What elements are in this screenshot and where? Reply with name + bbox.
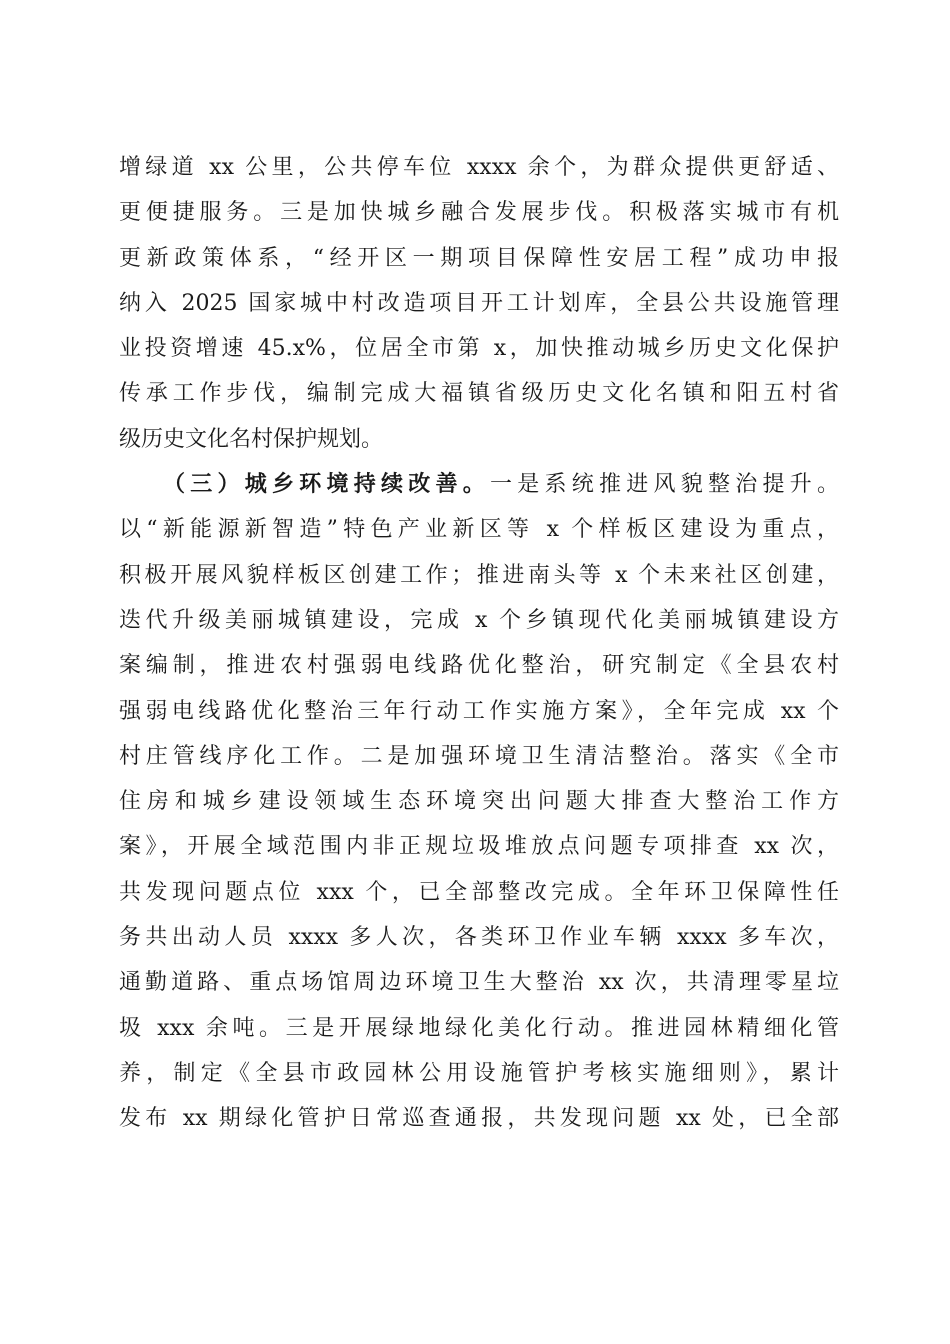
- body-text: [119, 145, 839, 1142]
- text-line: 通勤道路、重点场馆周边环境卫生大整治 xx 次，共清理零星垃: [119, 970, 839, 996]
- section-first-line: [119, 462, 839, 507]
- section-heading: （三）城乡环境持续改善。: [163, 471, 490, 498]
- section-first-line-text: 一是系统推进风貌整治提升。: [490, 472, 839, 498]
- text-line: 增绿道 xx 公里，公共停车位 xxxx 余个，为群众提供更舒适、: [119, 155, 839, 180]
- text-line: 养，制定《全县市政园林公用设施管护考核实施细则》，累计: [119, 1060, 839, 1086]
- text-line: 村庄管线序化工作。二是加强环境卫生清洁整治。落实《全市: [119, 743, 839, 769]
- text-line: 级历史文化名村保护规划。: [119, 426, 384, 452]
- text-line: 更便捷服务。三是加快城乡融合发展步伐。积极落实城市有机: [119, 200, 839, 226]
- text-line: 迭代升级美丽城镇建设，完成 x 个乡镇现代化美丽城镇建设方: [119, 607, 839, 633]
- text-line: 以“新能源新智造”特色产业新区等 x 个样板区建设为重点，: [119, 517, 839, 543]
- text-line: 业投资增速 45.x%，位居全市第 x，加快推动城乡历史文化保护: [119, 336, 839, 362]
- text-line: 圾 xxx 余吨。三是开展绿地绿化美化行动。推进园林精细化管: [119, 1015, 839, 1041]
- text-line: 强弱电线路优化整治三年行动工作实施方案》，全年完成 xx 个: [119, 698, 839, 724]
- text-line: 更新政策体系，“经开区一期项目保障性安居工程”成功申报: [119, 245, 839, 271]
- text-line: 住房和城乡建设领域生态环境突出问题大排查大整治工作方: [119, 789, 839, 815]
- text-line: 纳入 2025 国家城中村改造项目开工计划库，全县公共设施管理: [119, 290, 839, 316]
- text-line: 务共出动人员 xxxx 多人次，各类环卫作业车辆 xxxx 多车次，: [119, 925, 839, 951]
- text-line: 案编制，推进农村强弱电线路优化整治，研究制定《全县农村: [119, 653, 839, 679]
- text-line: 共发现问题点位 xxx 个，已全部整改完成。全年环卫保障性任: [119, 879, 839, 905]
- text-line: 传承工作步伐，编制完成大福镇省级历史文化名镇和阳五村省: [119, 381, 839, 407]
- text-line: 案》，开展全域范围内非正规垃圾堆放点问题专项排查 xx 次，: [119, 834, 839, 860]
- text-line: 发布 xx 期绿化管护日常巡查通报，共发现问题 xx 处，已全部: [119, 1106, 839, 1132]
- text-line: 积极开展风貌样板区创建工作；推进南头等 x 个未来社区创建，: [119, 562, 839, 588]
